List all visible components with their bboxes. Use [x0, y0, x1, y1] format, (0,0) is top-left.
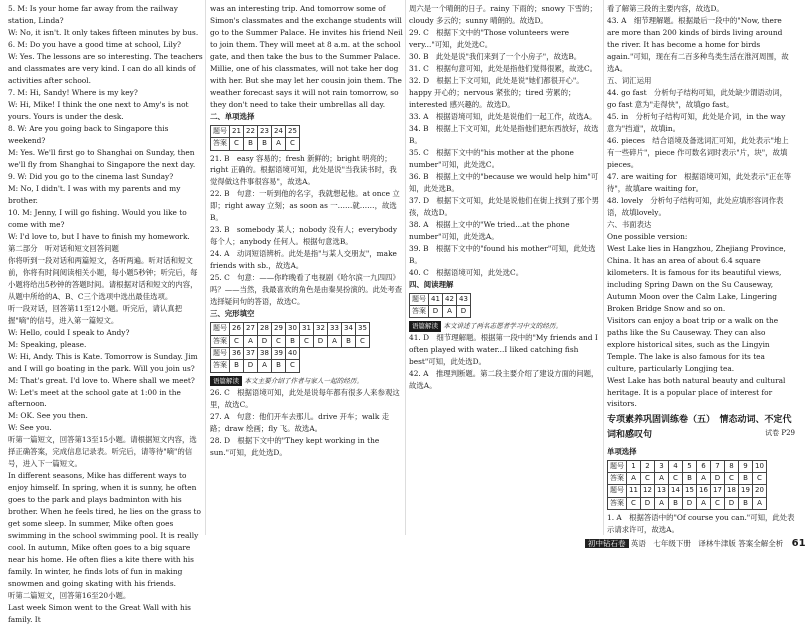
text-line: 40. C 根据语境可知，此处选C。	[409, 267, 524, 277]
special-title: 专项素养巩固训练卷（五） 情态动词、不定代词和感叹句	[607, 415, 792, 441]
table-cell: 答案	[211, 335, 230, 347]
table-cell: A	[258, 360, 272, 372]
table-cell: 答案	[608, 472, 627, 484]
table-cell: 题号	[608, 485, 627, 497]
table-cell: C	[272, 335, 286, 347]
text-line: 38. A 根据上文中的"We tried...at the phone number"可知，此处选A。	[409, 219, 570, 241]
table-cell: 题号	[608, 460, 627, 472]
text-line: In different seasons, Mike has different ways to enjoy himself. In spring, when it is sunny, he often goes to the park and plays badminton with his brother. When he feels tired, he lies on the grass to get some sleep. In summer, Mike often goes swimming in the school swimming pool. It is really cool. In autumn, Mike often goes to a big square near his home. He often flies a kite there with his family. In winter, he finds lots of fun in making snowmen and going skating with his friends.	[8, 471, 201, 589]
text-line: 44. go fast 分析句子结构可知，此处缺少谓语动词，go fast 意为"走得快"，故填go fast。	[607, 87, 787, 109]
text-line: 47. are waiting for 根据语境可知，此处表示"正在等待"，故填are waiting for。	[607, 171, 792, 193]
text-line: 32. D 根据上下文可知，此处是说"她们都很开心"。happy 开心的；nervous 紧张的；tired 劳累的；interested 感兴趣的。故选D。	[409, 75, 584, 109]
text-line: 35. C 根据下文中的"his mother at the phone number"可知，此处选C。	[409, 147, 574, 169]
table-cell: D	[258, 335, 272, 347]
text-line: 22. B 句意：一听到他的名字，我就想起他。at once 立即；right away 立刻；as soon as 一……就……，故选B。	[210, 189, 400, 223]
table-cell: 20	[753, 485, 767, 497]
text-line: W: Let's meet at the school gate at 1:00 in the afternoon.	[8, 387, 181, 409]
section-title: 二、单项选择	[210, 111, 255, 121]
table-cell: 答案	[410, 305, 429, 317]
table-cell: B	[739, 472, 753, 484]
table-cell: 16	[697, 485, 711, 497]
table-cell: B	[739, 497, 753, 509]
text-line: W: Hello, could I speak to Andy?	[8, 327, 130, 337]
table-cell: 9	[739, 460, 753, 472]
text-line: 30. B 此处是说"我们来到了一个小房子"，故选B。	[409, 51, 582, 61]
column-1	[8, 3, 203, 626]
table-cell: 4	[669, 460, 683, 472]
table-cell: A	[697, 472, 711, 484]
page-number: 61	[791, 538, 806, 549]
table-cell: 答案	[608, 497, 627, 509]
answer-table	[210, 125, 300, 151]
table-cell: 41	[429, 293, 443, 305]
table-cell: 36	[230, 347, 244, 359]
table-cell: B	[272, 360, 286, 372]
text-line: 34. B 根据上下文可知，此处是指他们把东西放好，故选B。	[409, 123, 599, 145]
table-cell: C	[356, 335, 370, 347]
text-line: 周六是一个晴朗的日子。rainy 下雨的；snowy 下雪的；cloudy 多云的；sunny 晴朗的。故选D。	[409, 4, 597, 25]
series-label: 答案全解全析	[738, 539, 784, 548]
text-line: 六、书面表达	[607, 219, 652, 229]
table-cell: A	[328, 335, 342, 347]
text-line: 看了解第三段的主要内容，故选D。	[607, 4, 724, 13]
text-line: 26. C 根据语境可知，此处是说每年都有很多人来参观这里，故选C。	[210, 387, 400, 409]
text-line: Visitors can enjoy a boat trip or a walk on the paths like the Su Causeway. They can also explore historical sites, such as the Lingyin Temple. The lake is also famous for its tea culture, particularly Longjing tea.	[607, 315, 779, 373]
text-line: W: No, it isn't. It only takes fifteen minutes by bus.	[8, 27, 199, 37]
table-cell: A	[655, 472, 669, 484]
table-cell: C	[725, 472, 739, 484]
text-line: West Lake lies in Hangzhou, Zhejiang Province, China. It has an area of about 6.4 square kilometers. It is famous for its beautiful views, including Spring Dawn on the Su Causeway, Autumn Moon over the Calm Lake, Lingering Broken Bridge Snow and so on.	[607, 243, 786, 313]
text-line: M: Yes. We'll first go to Shanghai on Sunday, then we'll fly from Shanghai to Singapore the next day.	[8, 147, 196, 169]
practice-ref: 试卷 P29	[765, 429, 795, 438]
section-title: 四、阅读理解	[409, 279, 454, 289]
table-cell: 22	[244, 125, 258, 137]
text-line: 第二部分 听对话和短文回答问题	[8, 243, 119, 253]
table-cell: C	[286, 138, 300, 150]
text-line: 23. B somebody 某人；nobody 没有人；everybody 每个人；anybody 任何人。根据句意选B。	[210, 225, 398, 247]
table-cell: 33	[328, 323, 342, 335]
section-title: 三、完形填空	[210, 309, 255, 319]
table-cell: C	[753, 472, 767, 484]
table-cell: 15	[683, 485, 697, 497]
table-cell: 35	[356, 323, 370, 335]
table-cell: 答案	[211, 138, 230, 150]
table-cell: 14	[669, 485, 683, 497]
table-cell: 12	[641, 485, 655, 497]
table-cell: B	[230, 360, 244, 372]
text-line: was an interesting trip. And tomorrow some of Simon's classmates and the exchange students will go to the Summer Palace. He invites his friend Neil to join them. They will meet at 8 a.m. at the school gate, and then take the bus to the Summer Palace. Millie, one of his classmates, will not take her dog with her. But she may let her cousin join them. The weather forecast says it will not rain tomorrow, so they don't need to take their umbrellas all day.	[210, 4, 403, 109]
table-cell: 38	[258, 347, 272, 359]
text-line: 9. W: Did you go to the cinema last Sunday?	[8, 171, 174, 181]
text-line: Last week Simon went to the Great Wall with his family. It	[8, 603, 191, 625]
table-cell: B	[342, 335, 356, 347]
text-line: M: No, I didn't. I was with my parents and my brother.	[8, 183, 181, 205]
text-line: 29. C 根据下文中的"Those volunteers were very..."可知，此处选C。	[409, 27, 570, 49]
table-cell: A	[753, 497, 767, 509]
reading-tag: 语篇解读	[210, 376, 242, 387]
text-line: 听第一篇短文，回答第13至15小题。请根据短文内容，选择正确答案，完成信息记录表。听完后，请等待"嘀"的信号，进入下一篇短文。	[8, 435, 197, 469]
table-cell: C	[641, 472, 655, 484]
table-cell: A	[697, 497, 711, 509]
text-line: 41. D 细节理解题。根据第一段中的"My friends and I often played with water...I liked catching fish best"可知，此处选D。	[409, 333, 598, 367]
table-cell: 2	[641, 460, 655, 472]
table-cell: 31	[300, 323, 314, 335]
text-line: West Lake has both natural beauty and cultural heritage. It is a popular place of interest for visitors.	[607, 375, 786, 409]
table-cell: 27	[244, 323, 258, 335]
table-cell: B	[683, 472, 697, 484]
column-divider	[603, 0, 604, 535]
answer-table	[409, 293, 471, 319]
table-cell: 28	[258, 323, 272, 335]
text-line: 21. B easy 容易的；fresh 新鲜的；bright 明亮的；right 正确的。根据语境可知，此处是说"当我读书时，我觉得做这件事很容易"，故选A。	[210, 153, 397, 187]
reading-note: 本文讲述了两名志愿者学习中文的经历。	[443, 322, 563, 331]
column-3	[409, 3, 601, 392]
section-title: 单项选择	[607, 446, 637, 456]
table-cell: 43	[457, 293, 471, 305]
table-cell: 1	[627, 460, 641, 472]
table-cell: B	[669, 497, 683, 509]
text-line: M: Speaking, please.	[8, 339, 87, 349]
table-cell: 23	[258, 125, 272, 137]
text-line: W: Hi, Mike! I think the one next to Amy's is not yours. Yours is under the desk.	[8, 99, 189, 121]
table-cell: D	[725, 497, 739, 509]
column-4	[607, 3, 795, 536]
table-cell: D	[429, 305, 443, 317]
table-cell: 11	[627, 485, 641, 497]
text-line: M: OK. See you then.	[8, 411, 88, 421]
table-cell: 21	[230, 125, 244, 137]
table-cell: 40	[286, 347, 300, 359]
text-line: 28. D 根据下文中的"They kept working in the sun."可知，此处选D。	[210, 435, 380, 457]
table-cell: C	[711, 497, 725, 509]
answer-table	[210, 322, 370, 372]
table-cell: D	[457, 305, 471, 317]
text-line: W: Hi, Andy. This is Kate. Tomorrow is Sunday. Jim and I will go boating in the park. Will you join us?	[8, 351, 198, 373]
text-line: W: Yes. The lessons are so interesting. The teachers and classmates are very kind. I can do all kinds of activities after school.	[8, 51, 203, 85]
text-line: 42. A 推理判断题。第二段主要介绍了建设方面的问题，故选A。	[409, 369, 599, 391]
table-cell: A	[655, 497, 669, 509]
table-cell: 39	[272, 347, 286, 359]
table-cell: 30	[286, 323, 300, 335]
table-cell: B	[258, 138, 272, 150]
text-line: 31. C 根据句意可知，此处是指他们觉得很累，故选C。	[409, 63, 598, 73]
text-line: 43. A 细节理解题。根据最后一段中的"Now, there are more than 200 kinds of birds living around the river. It has become a home for birds again."可知，现在有二百多种鸟类生活在淮河周围，故选A。	[607, 15, 789, 73]
table-cell: B	[244, 138, 258, 150]
text-line: 36. B 根据上文中的"because we would help him"可知，此处选B。	[409, 171, 599, 193]
reading-note: 本文主要介绍了作者与家人一起的经历。	[244, 376, 364, 385]
text-line: 5. M: Is your home far away from the railway station, Linda?	[8, 4, 178, 25]
text-line: 听第二篇短文，回答第16至20小题。	[8, 591, 131, 601]
table-cell: C	[230, 335, 244, 347]
table-cell: 3	[655, 460, 669, 472]
table-cell: D	[683, 497, 697, 509]
table-cell: 37	[244, 347, 258, 359]
table-cell: 25	[286, 125, 300, 137]
table-cell: 24	[272, 125, 286, 137]
table-cell: 8	[725, 460, 739, 472]
table-cell: C	[669, 472, 683, 484]
table-cell: C	[300, 335, 314, 347]
table-cell: C	[230, 138, 244, 150]
table-cell: 18	[725, 485, 739, 497]
table-cell: B	[286, 335, 300, 347]
text-line: 25. C 句意：——你昨晚看了电视剧《哈尔滨一九四四》吗？——当然，我最喜欢的角色是由秦昊扮演的。此处考查选择疑问句的答语，故选C。	[210, 273, 403, 307]
table-cell: 42	[443, 293, 457, 305]
text-line: 45. in 分析句子结构可知，此处是介词，in the way 意为"挡道"，故填in。	[607, 111, 786, 133]
subject-label: 英语 七年级下册 译林牛津版	[630, 539, 736, 548]
page-footer	[585, 538, 806, 549]
table-cell: A	[272, 138, 286, 150]
column-divider	[205, 0, 206, 535]
text-line: M: That's great. I'd love to. Where shall we meet?	[8, 375, 195, 385]
table-cell: 题号	[211, 125, 230, 137]
table-cell: D	[641, 497, 655, 509]
text-line: 24. A 动词短语辨析。此处是指"与某人交朋友"，make friends with sb.，故选A。	[210, 249, 397, 271]
text-line: 6. M: Do you have a good time at school, Lily?	[8, 39, 182, 49]
table-cell: C	[286, 360, 300, 372]
table-cell: D	[314, 335, 328, 347]
text-line: 27. A 句意：他们开车去那儿。drive 开车；walk 走路；draw 绘画；fly 飞。故选A。	[210, 411, 390, 433]
text-line: 五、词汇运用	[607, 75, 652, 85]
table-cell: A	[443, 305, 457, 317]
text-line: 8. W: Are you going back to Singapore this weekend?	[8, 123, 169, 145]
special-training-box	[607, 413, 795, 442]
text-line: 33. A 根据语境可知，此处是说他们一起工作，故选A。	[409, 111, 597, 121]
table-cell: 7	[711, 460, 725, 472]
table-cell: 答案	[211, 360, 230, 372]
table-cell: 34	[342, 323, 356, 335]
table-cell: 26	[230, 323, 244, 335]
text-line: 39. B 根据下文中的"found his mother"可知，此处选B。	[409, 243, 596, 265]
text-line: 48. lovely 分析句子结构可知，此处应填形容词作表语，故填lovely。	[607, 195, 784, 217]
table-cell: 29	[272, 323, 286, 335]
answer-table	[607, 460, 767, 510]
table-cell: 10	[753, 460, 767, 472]
text-line: 你将听到一段对话和两篇短文，各听两遍。听对话和短文前，你将有时间阅读相关小题，每小题5秒钟；听完后，每小题将给出5秒钟的答题时间。请根据对话和短文的内容，从题中所给的A、B、C三个选项中选出最佳选项。	[8, 255, 198, 301]
reading-tag: 语篇解读	[409, 321, 441, 332]
table-cell: 32	[314, 323, 328, 335]
table-cell: A	[244, 335, 258, 347]
text-line: 1. A 根据答语中的"Of course you can."可知，此处表示请求许可，故选A。	[607, 512, 795, 534]
table-cell: D	[711, 472, 725, 484]
table-cell: 题号	[211, 347, 230, 359]
text-line: W: I'd love to, but I have to finish my homework.	[8, 231, 190, 241]
text-line: W: See you.	[8, 423, 52, 433]
table-cell: 6	[697, 460, 711, 472]
table-cell: 题号	[410, 293, 429, 305]
brand-label: 初中钻石卷	[585, 539, 629, 548]
table-cell: 13	[655, 485, 669, 497]
table-cell: 5	[683, 460, 697, 472]
table-cell: A	[627, 472, 641, 484]
table-cell: 19	[739, 485, 753, 497]
table-cell: 17	[711, 485, 725, 497]
text-line: 37. D 根据下文可知，此处是说他们在街上找到了那个男孩，故选D。	[409, 195, 600, 217]
text-line: 46. pieces 结合语境及备选词汇可知，此处表示"地上有一些碎片"，piece 作可数名词时表示"片，块"，故填pieces。	[607, 135, 789, 169]
text-line: 听一段对话，回答第11至12小题。听完后，请认真把握"嘀"的信号，进入第一篇短文。	[8, 303, 183, 325]
table-cell: C	[627, 497, 641, 509]
text-line: 7. M: Hi, Sandy! Where is my key?	[8, 87, 138, 97]
column-divider	[405, 0, 406, 535]
text-line: 10. M: Jenny, I will go fishing. Would you like to come with me?	[8, 207, 187, 229]
column-2	[210, 3, 403, 458]
table-cell: 题号	[211, 323, 230, 335]
text-line: One possible version:	[607, 231, 688, 241]
table-cell: D	[244, 360, 258, 372]
